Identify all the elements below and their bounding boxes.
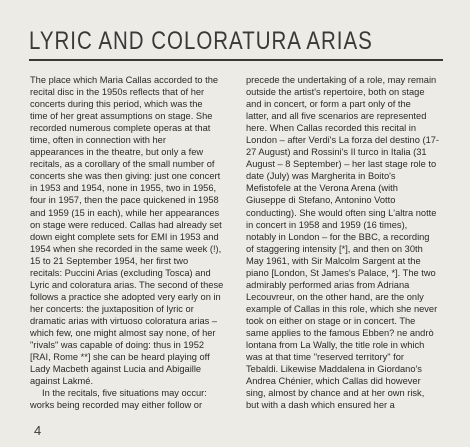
text-line: London – after Verdi's La forza del destino (17-: [246, 135, 440, 146]
text-line: recorded numerous complete operas at that: [30, 123, 211, 134]
text-line: outside the artist's repertoire, both on stage: [246, 87, 425, 98]
text-line: appearances in the theatre, but only a few: [30, 147, 204, 158]
text-line: example of Callas in this role, which she never: [246, 303, 438, 314]
text-line: four in 1957, then the pace quickened in 1958: [30, 195, 219, 206]
text-line: against Lakmé.: [30, 376, 94, 387]
text-line: 1954 when she recorded in the same week (!),: [30, 243, 222, 254]
text-line: Lyric and coloratura arias. The second of these: [30, 279, 224, 290]
text-line: Mefistofele at the Verona Arena (with: [246, 183, 398, 194]
text-line: follows a practice she adopted very early on in: [30, 291, 221, 302]
text-line: Giuseppe di Stefano, Antonino Votto: [246, 195, 396, 206]
text-line: down eight complete sets for EMI in 1953 and: [30, 231, 219, 242]
page-title: LYRIC AND COLORATURA ARIAS: [29, 27, 373, 55]
left-column: [30, 74, 233, 411]
text-line: time, often in connection with her: [30, 135, 166, 146]
text-line: May 1961, with Sir Malcolm Sargent at the: [246, 255, 421, 266]
text-line: Andrea Chénier, which Callas did however: [246, 376, 421, 387]
text-line: concerts she was then giving: just one concert: [30, 171, 221, 182]
text-line: Tebaldi. Likewise Maddalena in Giordano's: [246, 364, 422, 375]
text-line: in 1953 and 1954, none in 1955, two in 1956,: [30, 183, 217, 194]
text-line: Lady Macbeth against Lucia and Abigaille: [30, 364, 202, 375]
text-line: latter, and all five scenarios are represented: [246, 111, 427, 122]
text-line: conducting). She would often sing L'altra notte: [246, 207, 437, 218]
text-line: date (July) was Margherita in Boito's: [246, 171, 396, 182]
text-line: of staggering intensity [*], and then on 30th: [246, 243, 423, 254]
text-line: concerts during this period, which was the: [30, 99, 203, 110]
text-line: and in concert, or form a part only of the: [246, 99, 411, 110]
text-line: same applies to the famous Ebben? ne andrò: [246, 327, 434, 338]
text-line: in concert in 1958 and 1959 (16 times),: [246, 219, 408, 230]
text-line: works being recorded may either follow or: [30, 400, 203, 411]
text-line: and 1959 (15 in each), while her appearances: [30, 207, 220, 218]
text-line: piano [London, St James's Palace, *]. The two: [246, 267, 436, 278]
text-line: here. When Callas recorded this recital in: [246, 123, 417, 134]
text-line: her concerts: the juxtaposition of lyric or: [30, 303, 194, 314]
text-line: 27 August) and Rossini's Il turco in Italia (31: [246, 147, 427, 158]
text-line: In the recitals, five situations may occur:: [42, 388, 207, 399]
text-line: The place which Maria Callas accorded to the: [30, 75, 219, 85]
text-line: was at that time "reserved territory" for: [246, 352, 404, 363]
text-line: precede the undertaking of a role, may remain: [246, 75, 437, 85]
text-line: time of her great assumptions on stage. She: [30, 111, 213, 122]
text-line: 15 to 21 September 1954, her first two: [30, 255, 189, 266]
text-line: notably in London – for the BBC, a recording: [246, 231, 430, 242]
text-line: but with a dash which ensured her a: [246, 400, 395, 411]
text-line: recital disc in the 1950s reflects that of her: [30, 87, 205, 98]
text-line: which few, one might almost say none, of her: [30, 327, 216, 338]
text-line: sing, almost by chance and at her own risk,: [246, 388, 425, 399]
text-line: admirably performed arias from Adriana: [246, 279, 410, 290]
page-number: 4: [34, 423, 42, 438]
text-line: lontana from La Wally, the title role in which: [246, 340, 425, 351]
text-line: "rivals" was capable of doing: thus in 1952: [30, 340, 205, 351]
title-underline: [29, 59, 443, 61]
right-column: [246, 74, 450, 411]
text-line: August – 8 September) – her last stage role to: [246, 159, 437, 170]
text-line: took on either on stage or in concert. The: [246, 315, 416, 326]
text-line: on stage were reduced. Callas had already set: [30, 219, 222, 230]
text-line: recitals, as a corollary of the small number of: [30, 159, 215, 170]
text-line: [RAI, Rome **] she can be heard playing off: [30, 352, 210, 363]
text-line: dramatic arias with virtuoso coloratura arias –: [30, 315, 218, 326]
text-line: Lecouvreur, on the other hand, are the only: [246, 291, 424, 302]
text-line: recitals: Puccini Arias (excluding Tosca) and: [30, 267, 211, 278]
